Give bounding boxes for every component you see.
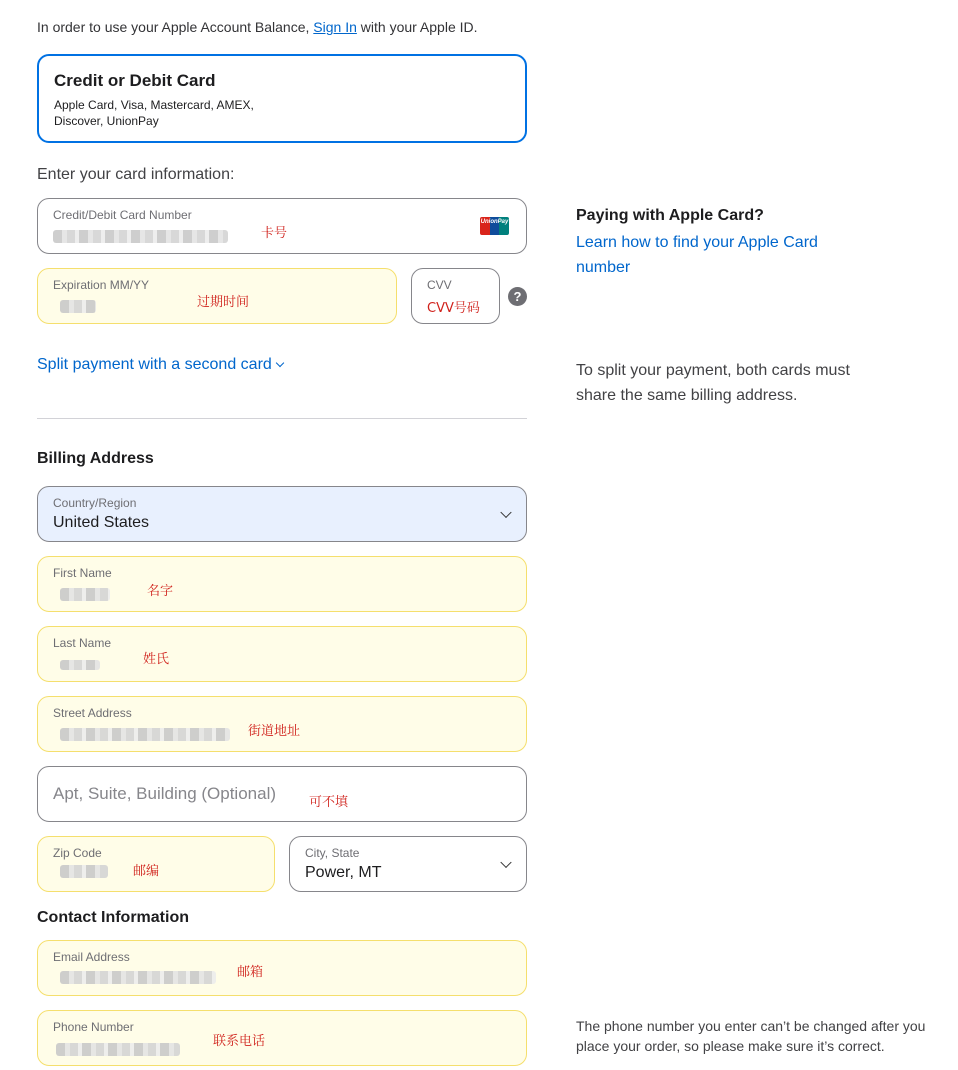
card-info-heading: Enter your card information: — [37, 166, 235, 183]
country-region-select[interactable] — [37, 486, 527, 542]
card-number-value-redacted — [53, 230, 228, 243]
phone-number-note: The phone number you enter can’t be changed after you place your order, so please make sure it’s correct. — [576, 1018, 926, 1054]
country-value: United States — [53, 514, 150, 531]
phone-number-value-redacted — [56, 1043, 180, 1056]
email-address-value-redacted — [60, 971, 216, 984]
street-address-field[interactable] — [37, 696, 527, 752]
city-state-label: City, State — [305, 846, 360, 860]
expiration-field[interactable] — [37, 268, 397, 324]
phone-number-label: Phone Number — [53, 1020, 134, 1034]
card-number-annotation: 卡号 — [261, 226, 288, 241]
expiration-annotation: 过期时间 — [197, 295, 250, 310]
first-name-annotation: 名字 — [147, 584, 174, 599]
apt-suite-annotation: 可不填 — [309, 795, 349, 810]
first-name-field[interactable] — [37, 556, 527, 612]
expiration-value-redacted — [60, 300, 96, 313]
street-address-label: Street Address — [53, 706, 132, 720]
last-name-annotation: 姓氏 — [143, 652, 170, 667]
last-name-value-redacted — [60, 660, 100, 670]
zip-code-value-redacted — [60, 865, 108, 878]
payment-option-subtitle: Apple Card, Visa, Mastercard, AMEX, Discover, UnionPay — [54, 98, 254, 128]
phone-number-annotation: 联系电话 — [213, 1034, 266, 1049]
unionpay-icon: UnionPay — [480, 217, 509, 235]
first-name-value-redacted — [60, 588, 110, 601]
sign-in-link[interactable]: Sign In — [313, 19, 357, 35]
apple-card-help-link[interactable]: Learn how to find your Apple Card number — [576, 234, 818, 276]
email-address-label: Email Address — [53, 950, 130, 964]
split-payment-link[interactable] — [37, 356, 283, 374]
sign-in-notice-prefix: In order to use your Apple Account Balance, — [37, 19, 314, 35]
split-payment-note: To split your payment, both cards must share the same billing address. — [576, 362, 850, 404]
email-address-field[interactable] — [37, 940, 527, 996]
last-name-field[interactable] — [37, 626, 527, 682]
phone-number-field[interactable] — [37, 1010, 527, 1066]
chevron-down-icon — [500, 507, 511, 518]
street-address-annotation: 街道地址 — [248, 724, 301, 739]
section-divider — [37, 418, 527, 419]
sign-in-notice — [37, 19, 478, 35]
email-address-annotation: 邮箱 — [237, 965, 264, 980]
billing-address-heading: Billing Address — [37, 450, 154, 467]
apt-suite-placeholder: Apt, Suite, Building (Optional) — [53, 784, 277, 803]
split-payment-label: Split payment with a second card — [37, 356, 272, 373]
first-name-label: First Name — [53, 566, 112, 580]
last-name-label: Last Name — [53, 636, 112, 650]
zip-code-label: Zip Code — [53, 846, 102, 860]
chevron-down-icon — [276, 359, 284, 367]
cvv-label: CVV — [427, 278, 452, 292]
cvv-help-icon[interactable]: ? — [508, 287, 527, 306]
chevron-down-icon — [500, 857, 511, 868]
zip-code-field[interactable] — [37, 836, 275, 892]
city-state-select[interactable] — [289, 836, 527, 892]
apple-card-title: Paying with Apple Card? — [576, 207, 764, 224]
contact-information-heading: Contact Information — [37, 909, 189, 926]
payment-option-title: Credit or Debit Card — [54, 71, 216, 90]
street-address-value-redacted — [60, 728, 230, 741]
apt-suite-field[interactable] — [37, 766, 527, 822]
cvv-annotation: CVV号码 — [427, 301, 480, 316]
zip-code-annotation: 邮编 — [133, 864, 160, 879]
card-number-field[interactable] — [37, 198, 527, 254]
cvv-field[interactable] — [411, 268, 500, 324]
sign-in-notice-suffix: with your Apple ID. — [356, 19, 478, 35]
country-label: Country/Region — [53, 496, 137, 510]
credit-debit-card-option[interactable] — [37, 54, 527, 143]
expiration-label: Expiration MM/YY — [53, 278, 150, 292]
city-state-value: Power, MT — [305, 864, 382, 881]
card-number-label: Credit/Debit Card Number — [53, 208, 192, 222]
